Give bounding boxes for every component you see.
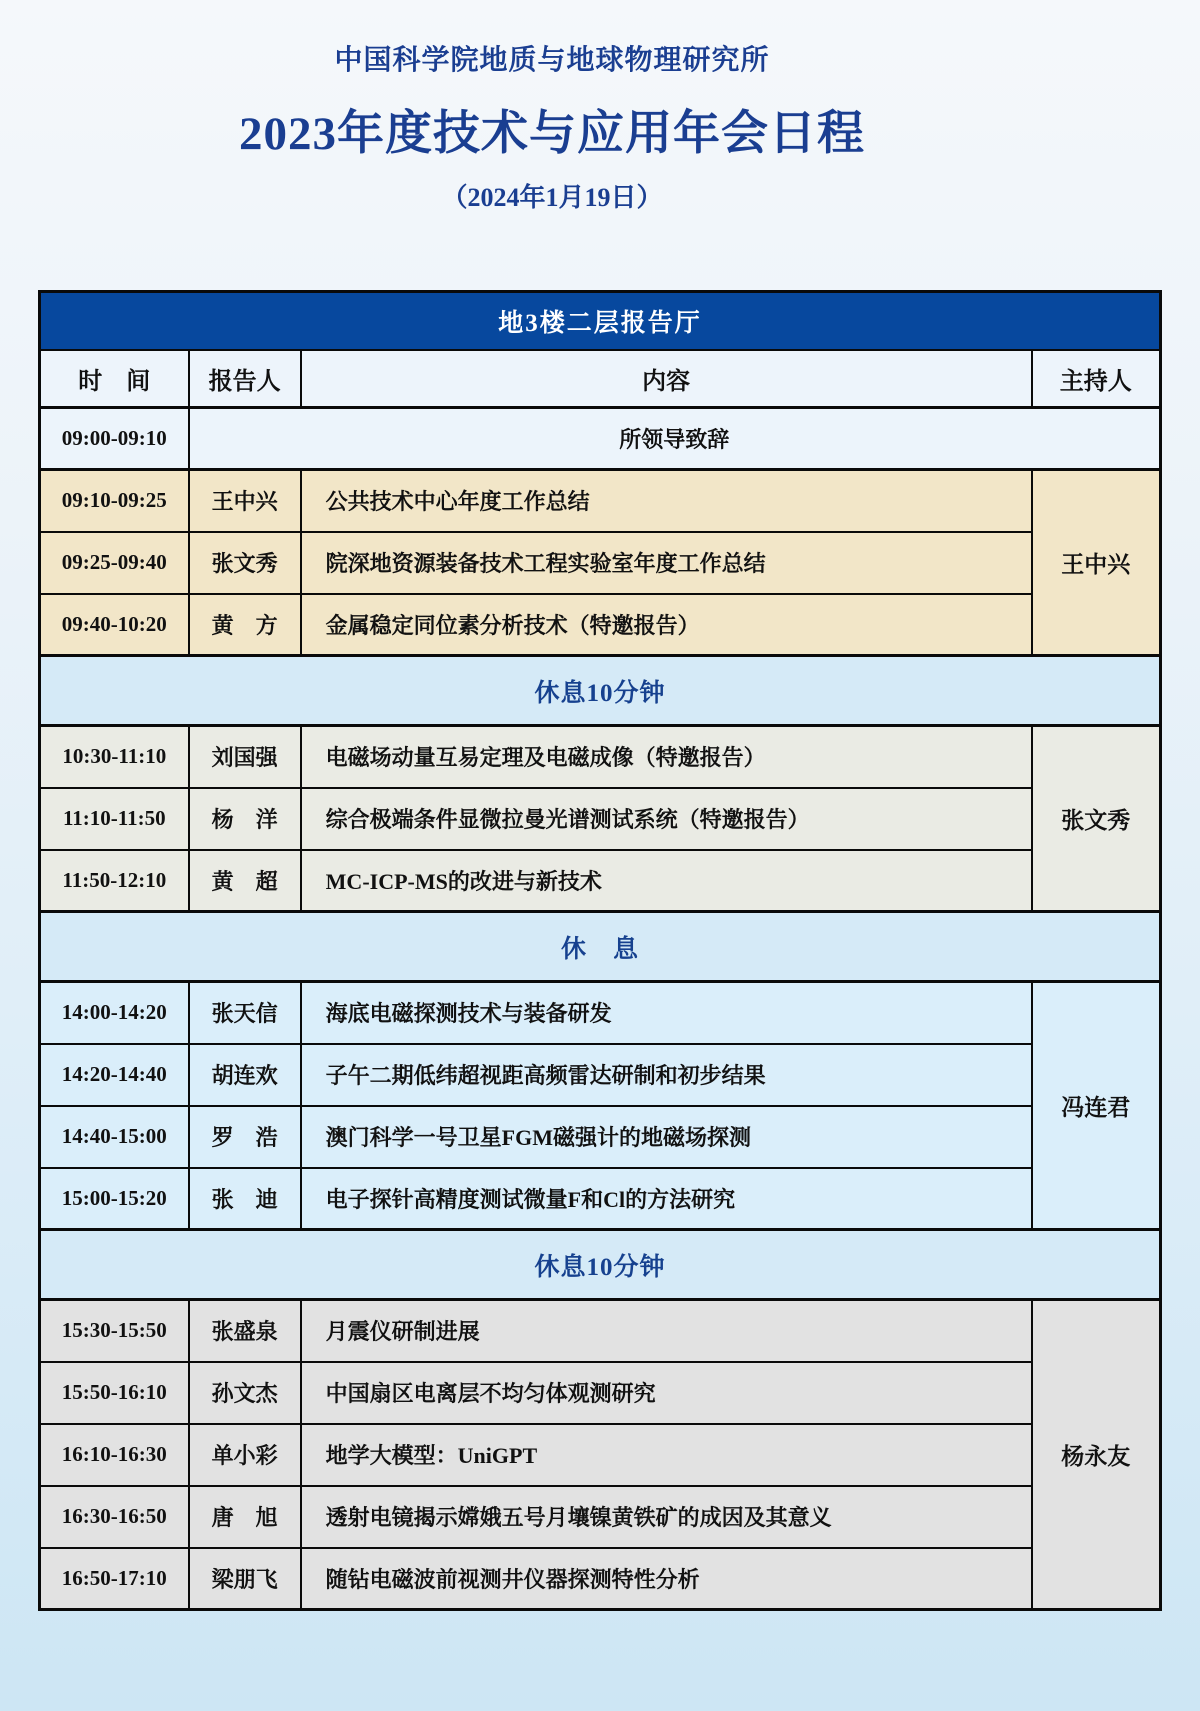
table-row — [40, 1168, 1161, 1230]
host-cell: 冯连君 — [1032, 982, 1161, 1230]
col-header-content: 内容 — [301, 350, 1032, 408]
host-cell: 张文秀 — [1032, 726, 1161, 912]
table-row — [40, 788, 1161, 850]
content-cell: 子午二期低纬超视距高频雷达研制和初步结果 — [301, 1044, 1032, 1106]
time-cell: 14:20-14:40 — [40, 1044, 189, 1106]
speaker-cell: 张盛泉 — [189, 1300, 301, 1362]
time-cell: 09:25-09:40 — [40, 532, 189, 594]
event-date: （2024年1月19日） — [441, 183, 663, 212]
table-row — [40, 594, 1161, 656]
speaker-cell: 张文秀 — [189, 532, 301, 594]
time-cell: 11:10-11:50 — [40, 788, 189, 850]
time-cell: 14:00-14:20 — [40, 982, 189, 1044]
speaker-cell: 刘国强 — [189, 726, 301, 788]
content-cell: 电子探针高精度测试微量F和Cl的方法研究 — [301, 1168, 1032, 1230]
table-row — [40, 1486, 1161, 1548]
break-row — [40, 656, 1161, 726]
speaker-cell: 罗 浩 — [189, 1106, 301, 1168]
time-cell: 09:10-09:25 — [40, 470, 189, 532]
table-row — [40, 532, 1161, 594]
break-label: 休 息 — [40, 912, 1161, 982]
table-row-opening — [40, 408, 1161, 470]
table-row — [40, 850, 1161, 912]
table-row — [40, 1362, 1161, 1424]
time-cell: 10:30-11:10 — [40, 726, 189, 788]
content-cell: 随钻电磁波前视测井仪器探测特性分析 — [301, 1548, 1032, 1610]
host-cell: 杨永友 — [1032, 1300, 1161, 1610]
table-row — [40, 1044, 1161, 1106]
content-cell: 公共技术中心年度工作总结 — [301, 470, 1032, 532]
content-cell: MC-ICP-MS的改进与新技术 — [301, 850, 1032, 912]
page-header — [0, 38, 1200, 214]
time-cell: 14:40-15:00 — [40, 1106, 189, 1168]
time-cell: 16:30-16:50 — [40, 1486, 189, 1548]
time-cell: 15:30-15:50 — [40, 1300, 189, 1362]
content-cell: 综合极端条件显微拉曼光谱测试系统（特邀报告） — [301, 788, 1032, 850]
time-cell: 09:00-09:10 — [40, 408, 189, 470]
speaker-cell: 唐 旭 — [189, 1486, 301, 1548]
speaker-cell: 张 迪 — [189, 1168, 301, 1230]
table-row — [40, 982, 1161, 1044]
break-label: 休息10分钟 — [40, 1230, 1161, 1300]
col-header-speaker: 报告人 — [189, 350, 301, 408]
speaker-cell: 胡连欢 — [189, 1044, 301, 1106]
time-cell: 11:50-12:10 — [40, 850, 189, 912]
content-cell: 中国扇区电离层不均匀体观测研究 — [301, 1362, 1032, 1424]
table-row — [40, 726, 1161, 788]
table-row — [40, 1548, 1161, 1610]
table-row — [40, 1106, 1161, 1168]
break-row — [40, 912, 1161, 982]
content-cell: 海底电磁探测技术与装备研发 — [301, 982, 1032, 1044]
venue-title: 地3楼二层报告厅 — [40, 292, 1161, 350]
speaker-cell: 张天信 — [189, 982, 301, 1044]
institute-name: 中国科学院地质与地球物理研究所 — [334, 45, 770, 76]
speaker-cell: 孙文杰 — [189, 1362, 301, 1424]
schedule-table — [38, 290, 1162, 1611]
content-cell: 透射电镜揭示嫦娥五号月壤镍黄铁矿的成因及其意义 — [301, 1486, 1032, 1548]
content-cell: 澳门科学一号卫星FGM磁强计的地磁场探测 — [301, 1106, 1032, 1168]
col-header-host: 主持人 — [1032, 350, 1161, 408]
speaker-cell: 单小彩 — [189, 1424, 301, 1486]
time-cell: 16:50-17:10 — [40, 1548, 189, 1610]
table-row — [40, 1300, 1161, 1362]
page-title: 2023年度技术与应用年会日程 — [239, 108, 865, 160]
speaker-cell: 王中兴 — [189, 470, 301, 532]
time-cell: 15:00-15:20 — [40, 1168, 189, 1230]
time-cell: 16:10-16:30 — [40, 1424, 189, 1486]
column-header-row — [40, 350, 1161, 408]
time-cell: 15:50-16:10 — [40, 1362, 189, 1424]
content-cell: 院深地资源装备技术工程实验室年度工作总结 — [301, 532, 1032, 594]
content-cell: 月震仪研制进展 — [301, 1300, 1032, 1362]
col-header-time: 时 间 — [40, 350, 189, 408]
speaker-cell: 梁朋飞 — [189, 1548, 301, 1610]
speaker-cell: 杨 洋 — [189, 788, 301, 850]
venue-header-row — [40, 292, 1161, 350]
content-cell: 地学大模型：UniGPT — [301, 1424, 1032, 1486]
time-cell: 09:40-10:20 — [40, 594, 189, 656]
table-row — [40, 1424, 1161, 1486]
content-cell: 电磁场动量互易定理及电磁成像（特邀报告） — [301, 726, 1032, 788]
speaker-cell: 黄 方 — [189, 594, 301, 656]
table-row — [40, 470, 1161, 532]
opening-content-cell: 所领导致辞 — [189, 408, 1161, 470]
break-row — [40, 1230, 1161, 1300]
break-label: 休息10分钟 — [40, 656, 1161, 726]
speaker-cell: 黄 超 — [189, 850, 301, 912]
content-cell: 金属稳定同位素分析技术（特邀报告） — [301, 594, 1032, 656]
host-cell: 王中兴 — [1032, 470, 1161, 656]
